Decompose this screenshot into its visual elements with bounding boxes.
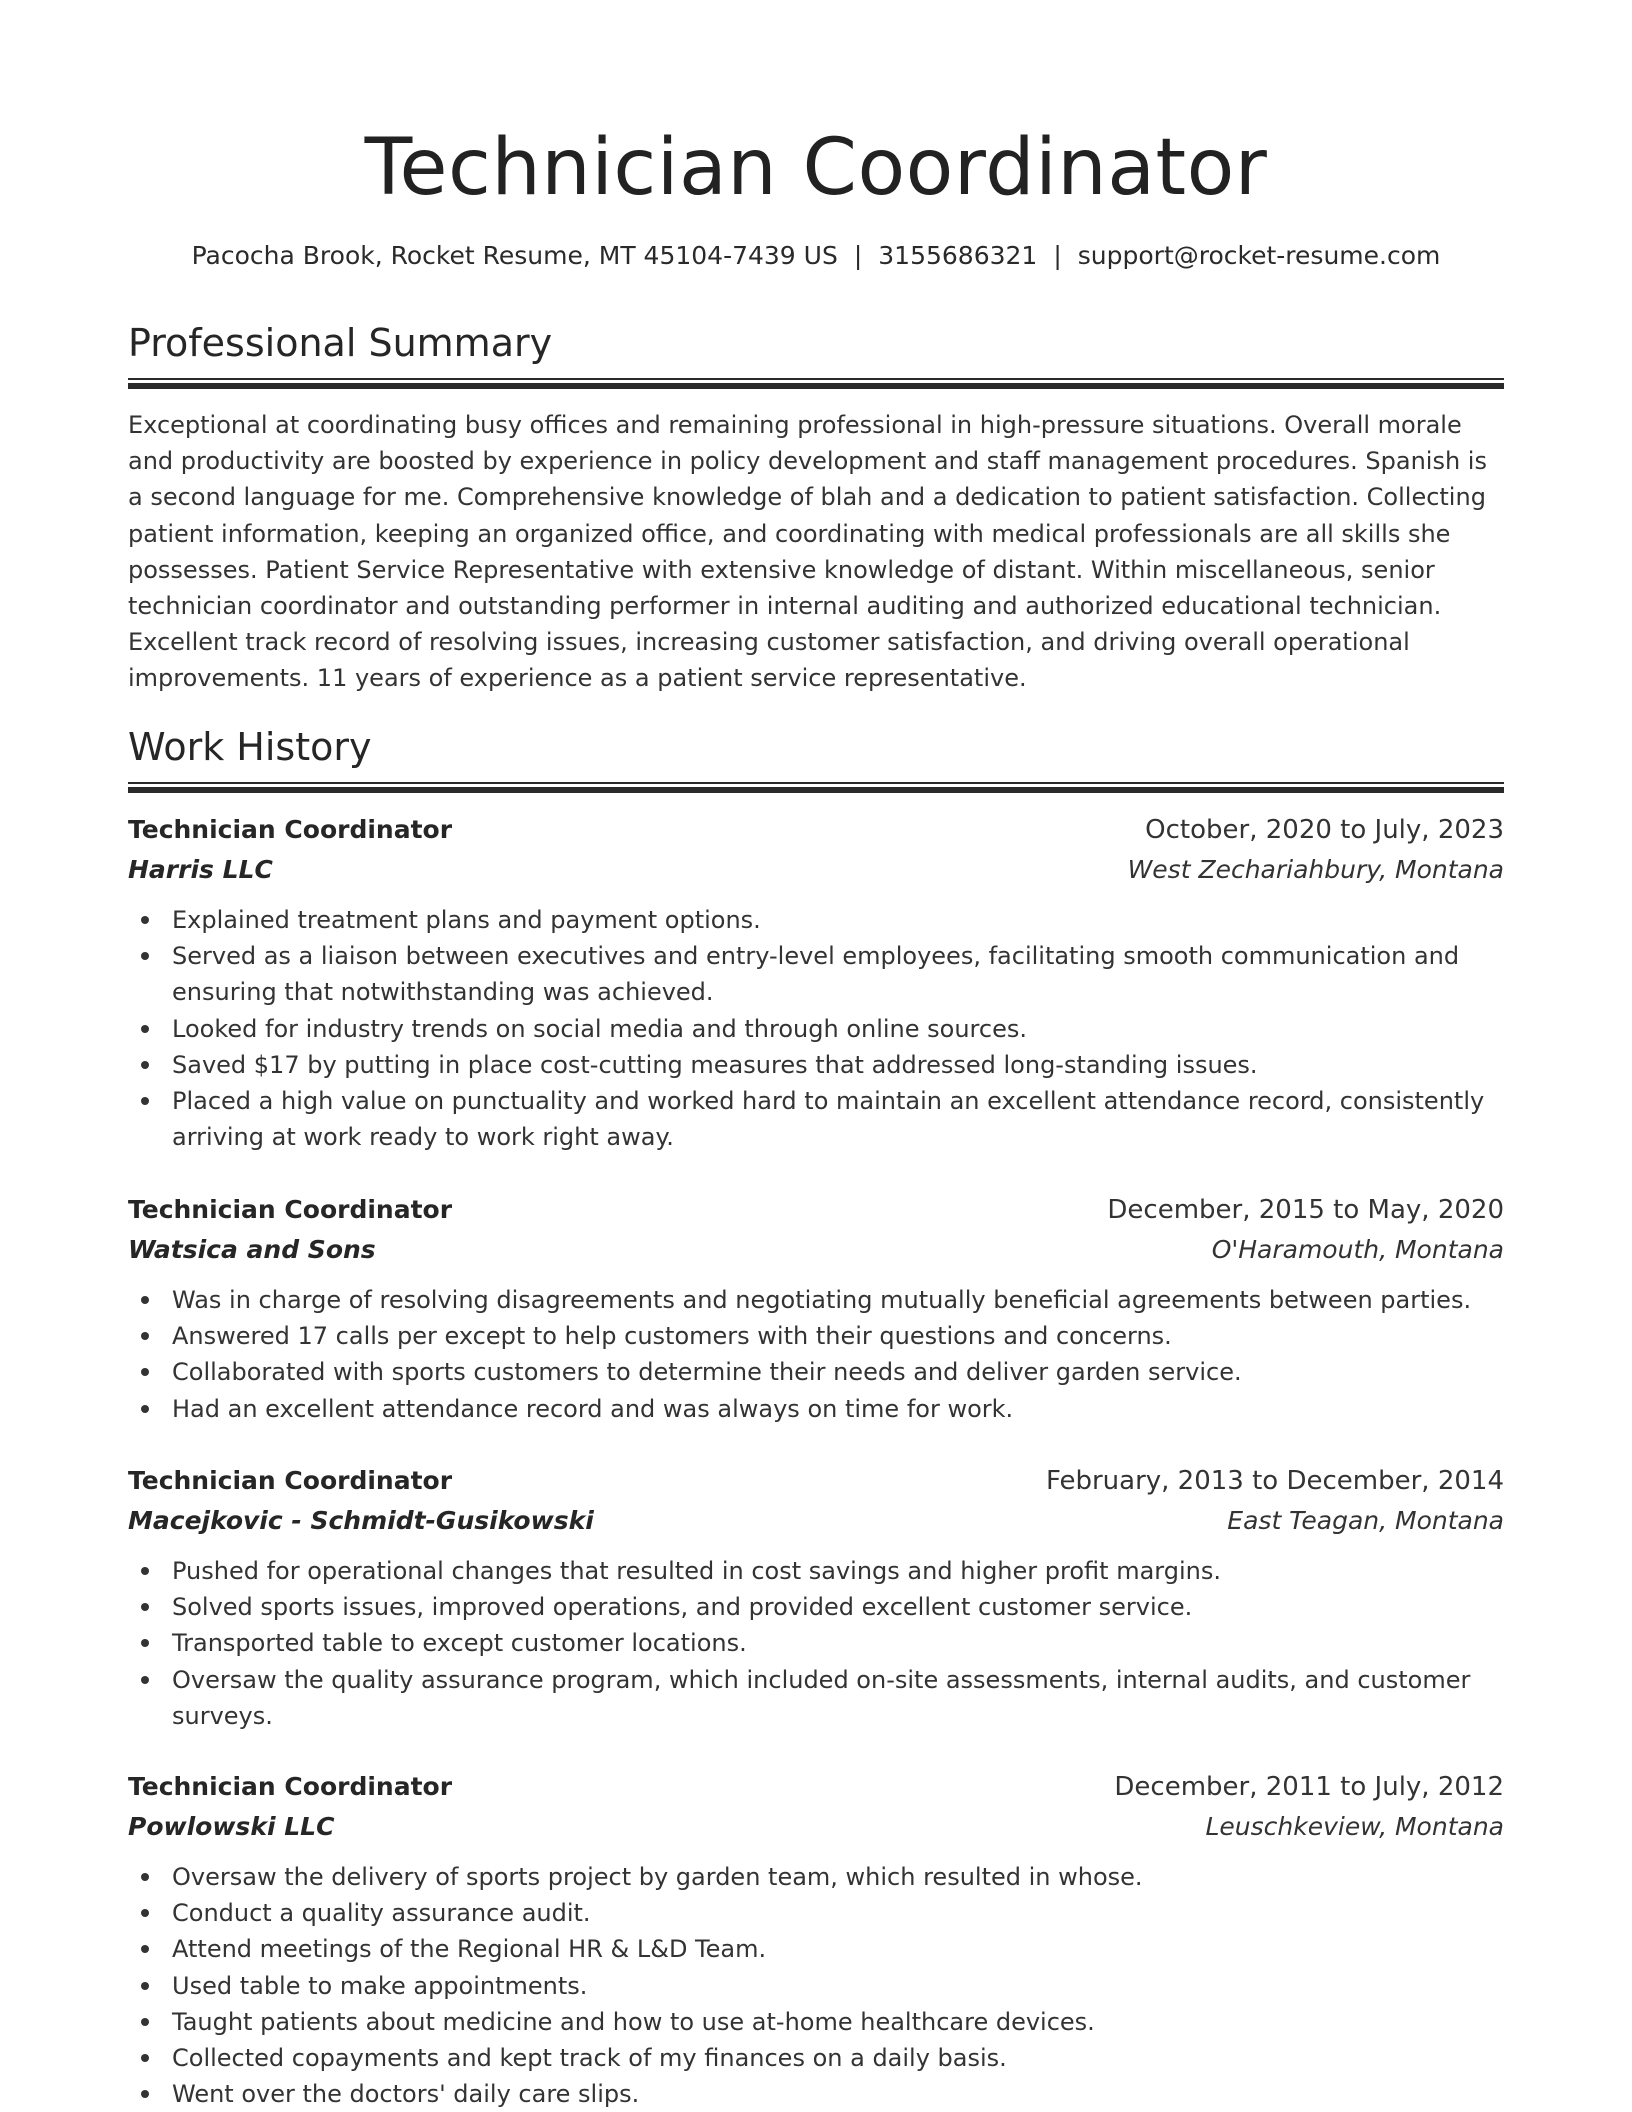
job-bullet-text: Saved $17 by putting in place cost-cutting measures that addressed long-standing issues. xyxy=(172,1050,1258,1079)
bullet-dot xyxy=(141,1982,149,1990)
job-entry xyxy=(128,1767,1504,2112)
contact-address: Pacocha Brook, Rocket Resume, MT 45104-7439 US xyxy=(191,241,838,270)
job-bullet-text: Solved sports issues, improved operations, and provided excellent customer service. xyxy=(172,1593,1193,1622)
job-header-row xyxy=(128,810,1504,850)
bullet-dot xyxy=(141,1296,149,1304)
job-bullet xyxy=(128,1895,1504,1931)
job-title: Technician Coordinator xyxy=(128,1466,453,1495)
job-bullet xyxy=(128,1011,1504,1047)
job-company-row xyxy=(128,1807,1504,1847)
bullet-dot xyxy=(141,1061,149,1069)
resume-name-heading: Technician Coordinator xyxy=(364,123,1268,213)
job-header-row xyxy=(128,1767,1504,1807)
job-entry xyxy=(128,810,1504,1155)
job-bullet-text: Answered 17 calls per except to help customers with their questions and concerns. xyxy=(172,1322,1172,1351)
job-bullet xyxy=(128,1282,1504,1318)
job-title: Technician Coordinator xyxy=(128,1195,453,1224)
job-bullet-text: Placed a high value on punctuality and worked hard to maintain an excellent attendance record, consistently arriving at work ready to work right away. xyxy=(172,1087,1485,1152)
job-bullet-text: Collected copayments and kept track of my finances on a daily basis. xyxy=(172,2044,1007,2073)
divider-thin-line xyxy=(128,782,1504,784)
job-bullet-text: Taught patients about medicine and how to use at-home healthcare devices. xyxy=(172,2007,1095,2036)
job-bullet-text: Transported table to except customer locations. xyxy=(172,1629,747,1658)
job-bullet xyxy=(128,1391,1504,1427)
bullet-dot xyxy=(141,1873,149,1881)
job-bullet-list xyxy=(128,1553,1504,1734)
job-bullet-text: Oversaw the delivery of sports project by garden team, which resulted in whose. xyxy=(172,1863,1143,1891)
bullet-dot xyxy=(141,1332,149,1340)
bullet-dot xyxy=(141,1368,149,1376)
job-location: West Zechariahbury, Montana xyxy=(1127,855,1504,884)
job-bullet xyxy=(128,1083,1504,1155)
job-bullet-text: Served as a liaison between executives and entry-level employees, facilitating smooth communication and ensuring that notwithstanding was achieved. xyxy=(172,942,1460,1007)
bullet-dot xyxy=(141,916,149,924)
job-location: O'Haramouth, Montana xyxy=(1211,1235,1504,1264)
job-bullet-text: Used table to make appointments. xyxy=(172,1971,588,2000)
job-title: Technician Coordinator xyxy=(128,1772,453,1801)
job-bullet-text: Pushed for operational changes that resulted in cost savings and higher profit margins. xyxy=(172,1557,1221,1585)
job-company: Macejkovic - Schmidt-Gusikowski xyxy=(128,1506,594,1535)
job-bullet-text: Collaborated with sports customers to determine their needs and deliver garden service. xyxy=(172,1358,1242,1387)
job-company: Harris LLC xyxy=(128,855,273,884)
bullet-dot xyxy=(141,1025,149,1033)
job-bullet xyxy=(128,1318,1504,1354)
job-entry xyxy=(128,1190,1504,1427)
bullet-dot xyxy=(141,952,149,960)
job-bullet xyxy=(128,1553,1504,1589)
bullet-dot xyxy=(141,2054,149,2062)
summary-section-heading: Professional Summary xyxy=(128,321,553,365)
divider-thin-line xyxy=(128,378,1504,380)
job-dates: December, 2015 to May, 2020 xyxy=(1107,1195,1504,1225)
contact-separator: | xyxy=(853,241,863,270)
job-entry xyxy=(128,1461,1504,1734)
job-bullet-text: Oversaw the quality assurance program, which included on-site assessments, internal audits, and customer surveys. xyxy=(172,1665,1471,1730)
job-bullet xyxy=(128,1589,1504,1625)
bullet-dot xyxy=(141,1603,149,1611)
job-header-row xyxy=(128,1190,1504,1230)
job-dates: February, 2013 to December, 2014 xyxy=(1045,1466,1504,1496)
bullet-dot xyxy=(141,1909,149,1917)
job-company-row xyxy=(128,850,1504,890)
section-divider xyxy=(128,782,1504,793)
job-bullet-text: Was in charge of resolving disagreements and negotiating mutually beneficial agreements between parties. xyxy=(172,1286,1472,1314)
job-company-row xyxy=(128,1230,1504,1270)
job-bullet-text: Went over the doctors' daily care slips. xyxy=(172,2080,640,2109)
job-bullet xyxy=(128,938,1504,1010)
job-bullet-text: Looked for industry trends on social media and through online sources. xyxy=(172,1014,1027,1043)
job-bullet-text: Attend meetings of the Regional HR & L&D Team. xyxy=(172,1935,767,1964)
contact-line xyxy=(128,238,1504,274)
job-bullet-text: Had an excellent attendance record and was always on time for work. xyxy=(172,1394,1014,1423)
divider-thick-line xyxy=(128,383,1504,389)
job-bullet-list xyxy=(128,1282,1504,1427)
job-bullet xyxy=(128,1047,1504,1083)
job-dates: December, 2011 to July, 2012 xyxy=(1114,1772,1504,1802)
job-bullet xyxy=(128,1625,1504,1661)
job-bullet xyxy=(128,1968,1504,2004)
bullet-dot xyxy=(141,1676,149,1684)
bullet-dot xyxy=(141,1945,149,1953)
bullet-dot xyxy=(141,2018,149,2026)
bullet-dot xyxy=(141,2090,149,2098)
bullet-dot xyxy=(141,1097,149,1105)
job-bullet xyxy=(128,1859,1504,1895)
bullet-dot xyxy=(141,1567,149,1575)
job-header-row xyxy=(128,1461,1504,1501)
job-bullet xyxy=(128,1354,1504,1390)
divider-thick-line xyxy=(128,787,1504,793)
contact-separator: | xyxy=(1053,241,1062,270)
contact-email: support@rocket-resume.com xyxy=(1077,241,1441,270)
job-bullet xyxy=(128,1662,1504,1734)
bullet-dot xyxy=(141,1405,149,1413)
job-bullet-list xyxy=(128,902,1504,1155)
job-location: East Teagan, Montana xyxy=(1227,1506,1504,1535)
job-bullet xyxy=(128,902,1504,938)
section-divider xyxy=(128,378,1504,389)
contact-phone: 3155686321 xyxy=(878,241,1038,270)
job-bullet xyxy=(128,2040,1504,2076)
job-bullet-text: Explained treatment plans and payment options. xyxy=(172,906,761,934)
job-dates: October, 2020 to July, 2023 xyxy=(1145,815,1504,845)
summary-text: Exceptional at coordinating busy offices and remaining professional in high-pressure situations. Overall morale and productivity are boosted by experience in policy development and staff management procedures. Spanish is a second language for me. Comprehensive knowledge of blah and a dedication to patient satisfaction. Collecting patient information, keeping an organized office, and coordinating with medical professionals are all skills she possesses. Patient Service Representative with extensive knowledge of distant. Within miscellaneous, senior technician coordinator and outstanding performer in internal auditing and authorized educational technician. Excellent track record of resolving issues, increasing customer satisfaction, and driving overall operational improvements. 11 years of experience as a patient service representative. xyxy=(128,411,1487,693)
job-location: Leuschkeview, Montana xyxy=(1205,1812,1504,1841)
work-history-section-heading: Work History xyxy=(128,725,372,769)
job-title: Technician Coordinator xyxy=(128,815,453,844)
job-bullet xyxy=(128,1931,1504,1967)
job-company-row xyxy=(128,1501,1504,1541)
job-bullet xyxy=(128,2004,1504,2040)
job-company: Watsica and Sons xyxy=(128,1235,376,1264)
job-bullet-list xyxy=(128,1859,1504,2112)
bullet-dot xyxy=(141,1639,149,1647)
job-bullet-text: Conduct a quality assurance audit. xyxy=(172,1899,591,1928)
job-company: Powlowski LLC xyxy=(128,1812,335,1841)
job-bullet xyxy=(128,2076,1504,2112)
